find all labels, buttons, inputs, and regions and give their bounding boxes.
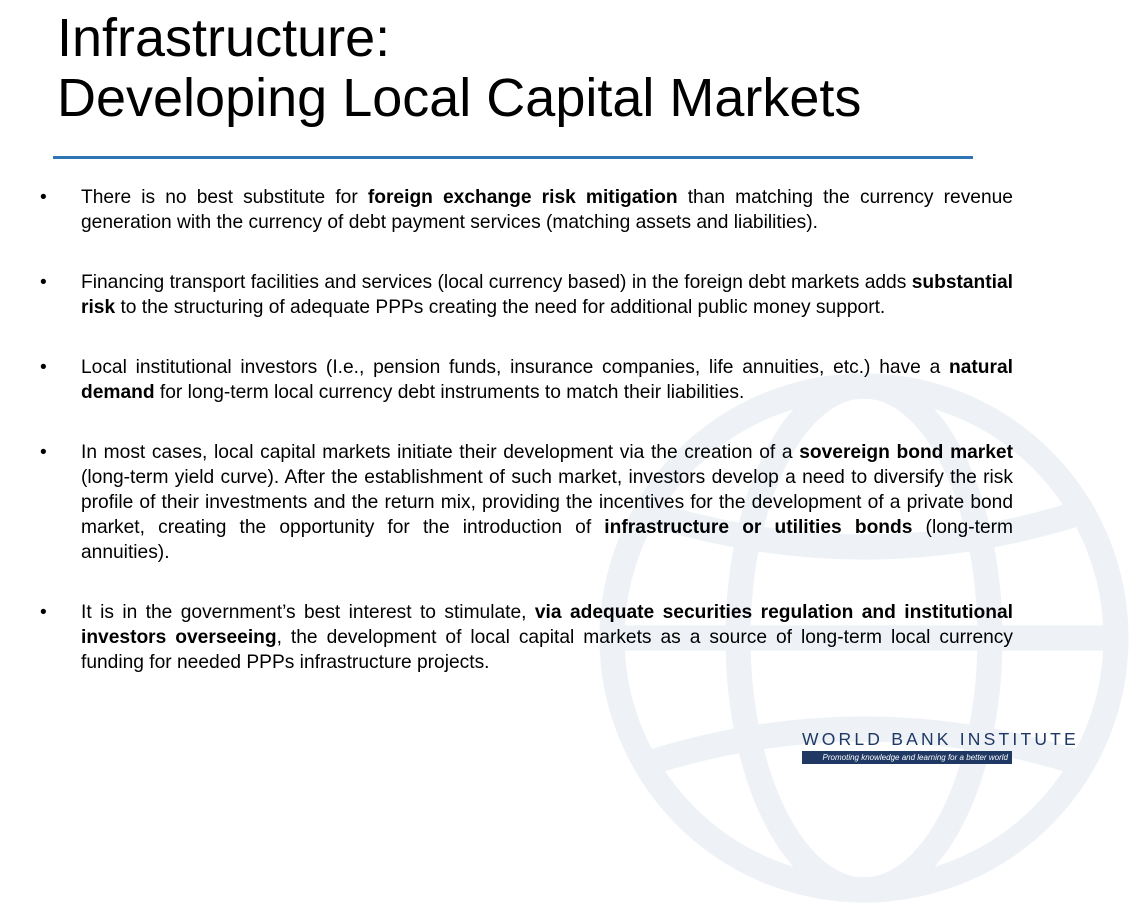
bullet-item	[40, 185, 1013, 235]
bullet-text	[81, 187, 1013, 233]
bullet-text-segment: to the structuring of adequate PPPs creating the need for additional public money support.	[115, 297, 886, 318]
bullet-text	[81, 442, 1013, 563]
title-underline	[53, 156, 973, 159]
bullet-emphasis: natural demand	[81, 357, 1013, 403]
bullet-marker: •	[40, 187, 47, 208]
bullet-text-segment: Local institutional investors (I.e., pension funds, insurance companies, life annuities, etc.) have a	[81, 357, 950, 378]
bullet-text-segment: It is in the government’s best interest to stimulate,	[81, 602, 535, 623]
bullet-text-segment: In most cases, local capital markets initiate their development via the creation of a	[81, 442, 800, 463]
bullet-text-segment: There is no best substitute for	[81, 187, 368, 208]
bullet-item	[40, 440, 1013, 565]
bullet-item	[40, 270, 1013, 320]
bullet-item	[40, 600, 1013, 675]
bullet-emphasis: foreign exchange risk mitigation	[367, 187, 678, 208]
bullet-text	[81, 602, 1013, 673]
slide-title	[57, 8, 861, 128]
bullet-text-segment: (long-term annuities).	[81, 517, 1013, 563]
bullet-marker: •	[40, 602, 47, 623]
bullet-text-segment: (long-term yield curve). After the establishment of such market, investors develop a need to diversify the risk profile of their investments and the return mix, providing the incentives for the development of a private bond market, creating the opportunity for the introduction of	[81, 467, 1013, 538]
bullet-text-segment: , the development of local capital markets as a source of long-term local currency funding for needed PPPs infrastructure projects.	[81, 627, 1013, 673]
bullet-text-segment: than matching the currency revenue generation with the currency of debt payment services (matching assets and liabilities).	[81, 187, 1013, 233]
bullet-emphasis: substantial risk	[81, 272, 1013, 318]
bullet-emphasis: sovereign bond market	[799, 442, 1013, 463]
bullet-emphasis: via adequate securities regulation and institutional investors overseeing	[81, 602, 1013, 648]
footer-logo-block	[802, 729, 1079, 764]
bullet-text-segment: Financing transport facilities and services (local currency based) in the foreign debt markets adds	[81, 272, 912, 293]
bullet-text	[81, 272, 1013, 318]
title-line-2: Developing Local Capital Markets	[57, 68, 862, 128]
bullet-list	[40, 185, 1013, 710]
world-bank-institute-logo: WORLD BANK INSTITUTE	[802, 729, 1079, 749]
bullet-marker: •	[40, 357, 47, 378]
bullet-marker: •	[40, 442, 47, 463]
bullet-text	[81, 357, 1013, 403]
footer-tagline: Promoting knowledge and learning for a better world	[802, 751, 1012, 764]
bullet-emphasis: infrastructure or utilities bonds	[604, 517, 913, 538]
bullet-text-segment: for long-term local currency debt instruments to match their liabilities.	[154, 382, 745, 403]
bullet-item	[40, 355, 1013, 405]
bullet-marker: •	[40, 272, 47, 293]
title-line-1: Infrastructure:	[57, 8, 391, 68]
